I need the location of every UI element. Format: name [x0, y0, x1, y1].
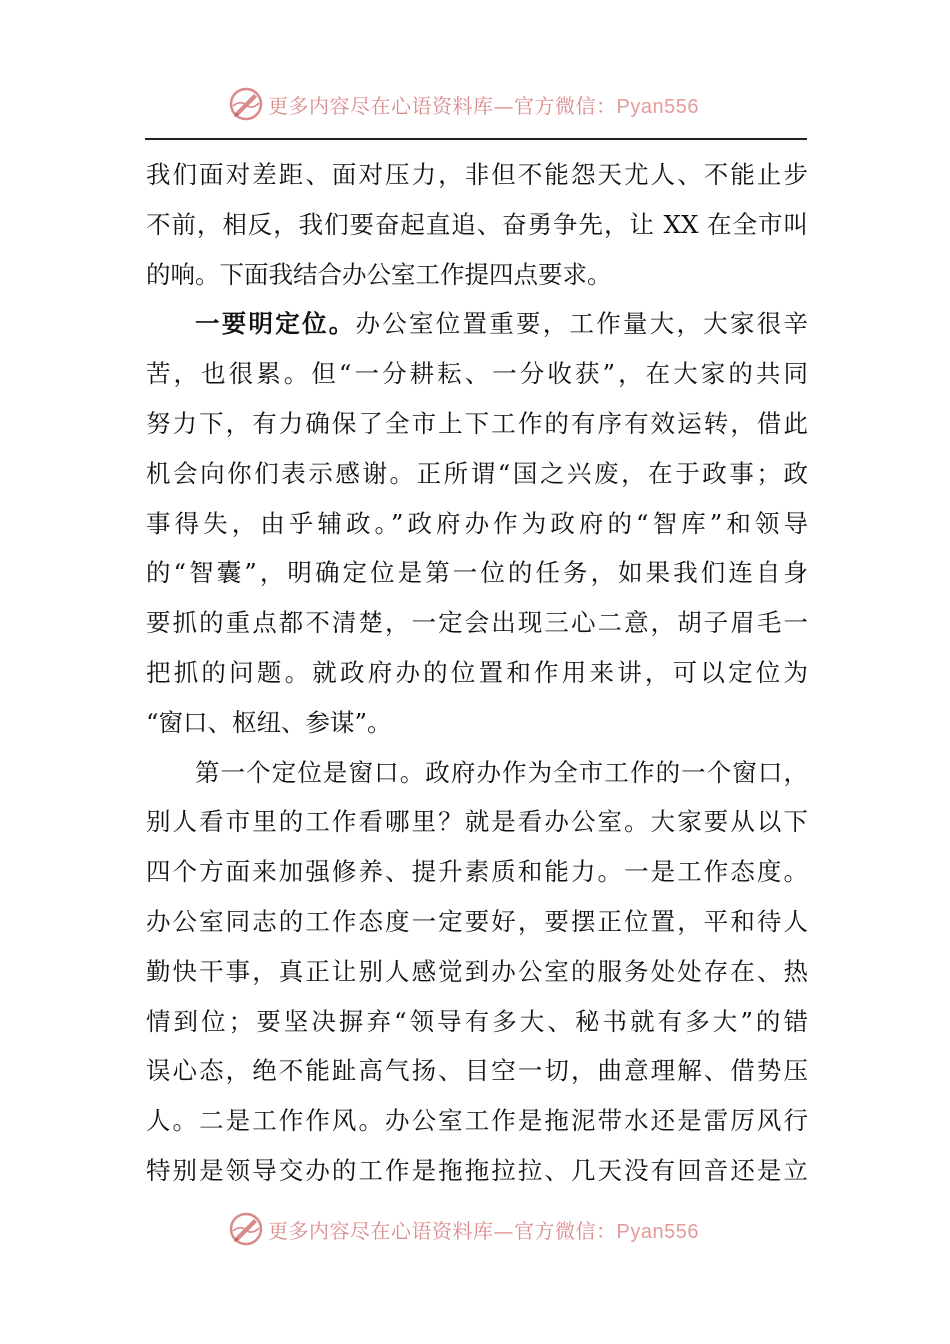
- body-line: 人。二是工作作风。办公室工作是拖泥带水还是雷厉风行: [146, 1106, 808, 1136]
- body-line: 努力下，有力确保了全市上下工作的有序有效运转，借此: [146, 408, 808, 438]
- body-line: 第一个定位是窗口。政府办作为全市工作的一个窗口，: [195, 757, 808, 787]
- header-banner-text: 更多内容尽在心语资料库—官方微信：Pyan556: [268, 93, 699, 118]
- footer-banner: [228, 1207, 748, 1251]
- body-line: 把抓的问题。就政府办的位置和作用来讲，可以定位为: [146, 657, 808, 687]
- body-line: 苦，也很累。但“一分耕耘、一分收获”，在大家的共同: [146, 359, 808, 389]
- pen-circle-icon: [228, 1211, 264, 1247]
- body-line: 勤快干事，真正让别人感觉到办公室的服务处处存在、热: [146, 956, 808, 986]
- body-line: 机会向你们表示感谢。正所谓“国之兴废，在于政事；政: [146, 458, 808, 488]
- body-line: 办公室同志的工作态度一定要好，要摆正位置，平和待人: [146, 906, 808, 936]
- body-line: 的“智囊”，明确定位是第一位的任务，如果我们连自身: [146, 558, 808, 588]
- body-line: 要抓的重点都不清楚，一定会出现三心二意，胡子眉毛一: [146, 608, 808, 638]
- body-line: 情到位；要坚决摒弃“领导有多大、秘书就有多大”的错: [146, 1006, 808, 1036]
- body-line: 的响。下面我结合办公室工作提四点要求。: [146, 259, 612, 289]
- body-line: 误心态，绝不能趾高气扬、目空一切，曲意理解、借势压: [146, 1056, 808, 1086]
- document-body: [146, 150, 808, 1196]
- body-line: 四个方面来加强修养、提升素质和能力。一是工作态度。: [146, 857, 808, 887]
- pen-circle-icon: [228, 86, 264, 122]
- body-line: 一要明定位。办公室位置重要，工作量大，大家很辛: [195, 309, 808, 339]
- header-banner: [228, 82, 748, 126]
- wechat-id: Pyan556: [616, 95, 699, 118]
- body-line: 我们面对差距、面对压力，非但不能怨天尤人、不能止步: [146, 160, 808, 189]
- body-line: 事得失，由乎辅政。”政府办作为政府的“智库”和领导: [146, 508, 808, 538]
- body-line: 别人看市里的工作看哪里？就是看办公室。大家要从以下: [146, 807, 808, 837]
- body-line: 不前，相反，我们要奋起直追、奋勇争先，让 XX 在全市叫: [146, 209, 808, 239]
- footer-banner-text: 更多内容尽在心语资料库—官方微信：Pyan556: [268, 1218, 699, 1243]
- header-divider: [145, 138, 807, 140]
- body-line: “窗口、枢纽、参谋”。: [146, 707, 392, 737]
- body-line: 特别是领导交办的工作是拖拖拉拉、几天没有回音还是立: [146, 1155, 808, 1185]
- section-heading: 一要明定位。: [195, 309, 356, 339]
- wechat-id: Pyan556: [616, 1220, 699, 1243]
